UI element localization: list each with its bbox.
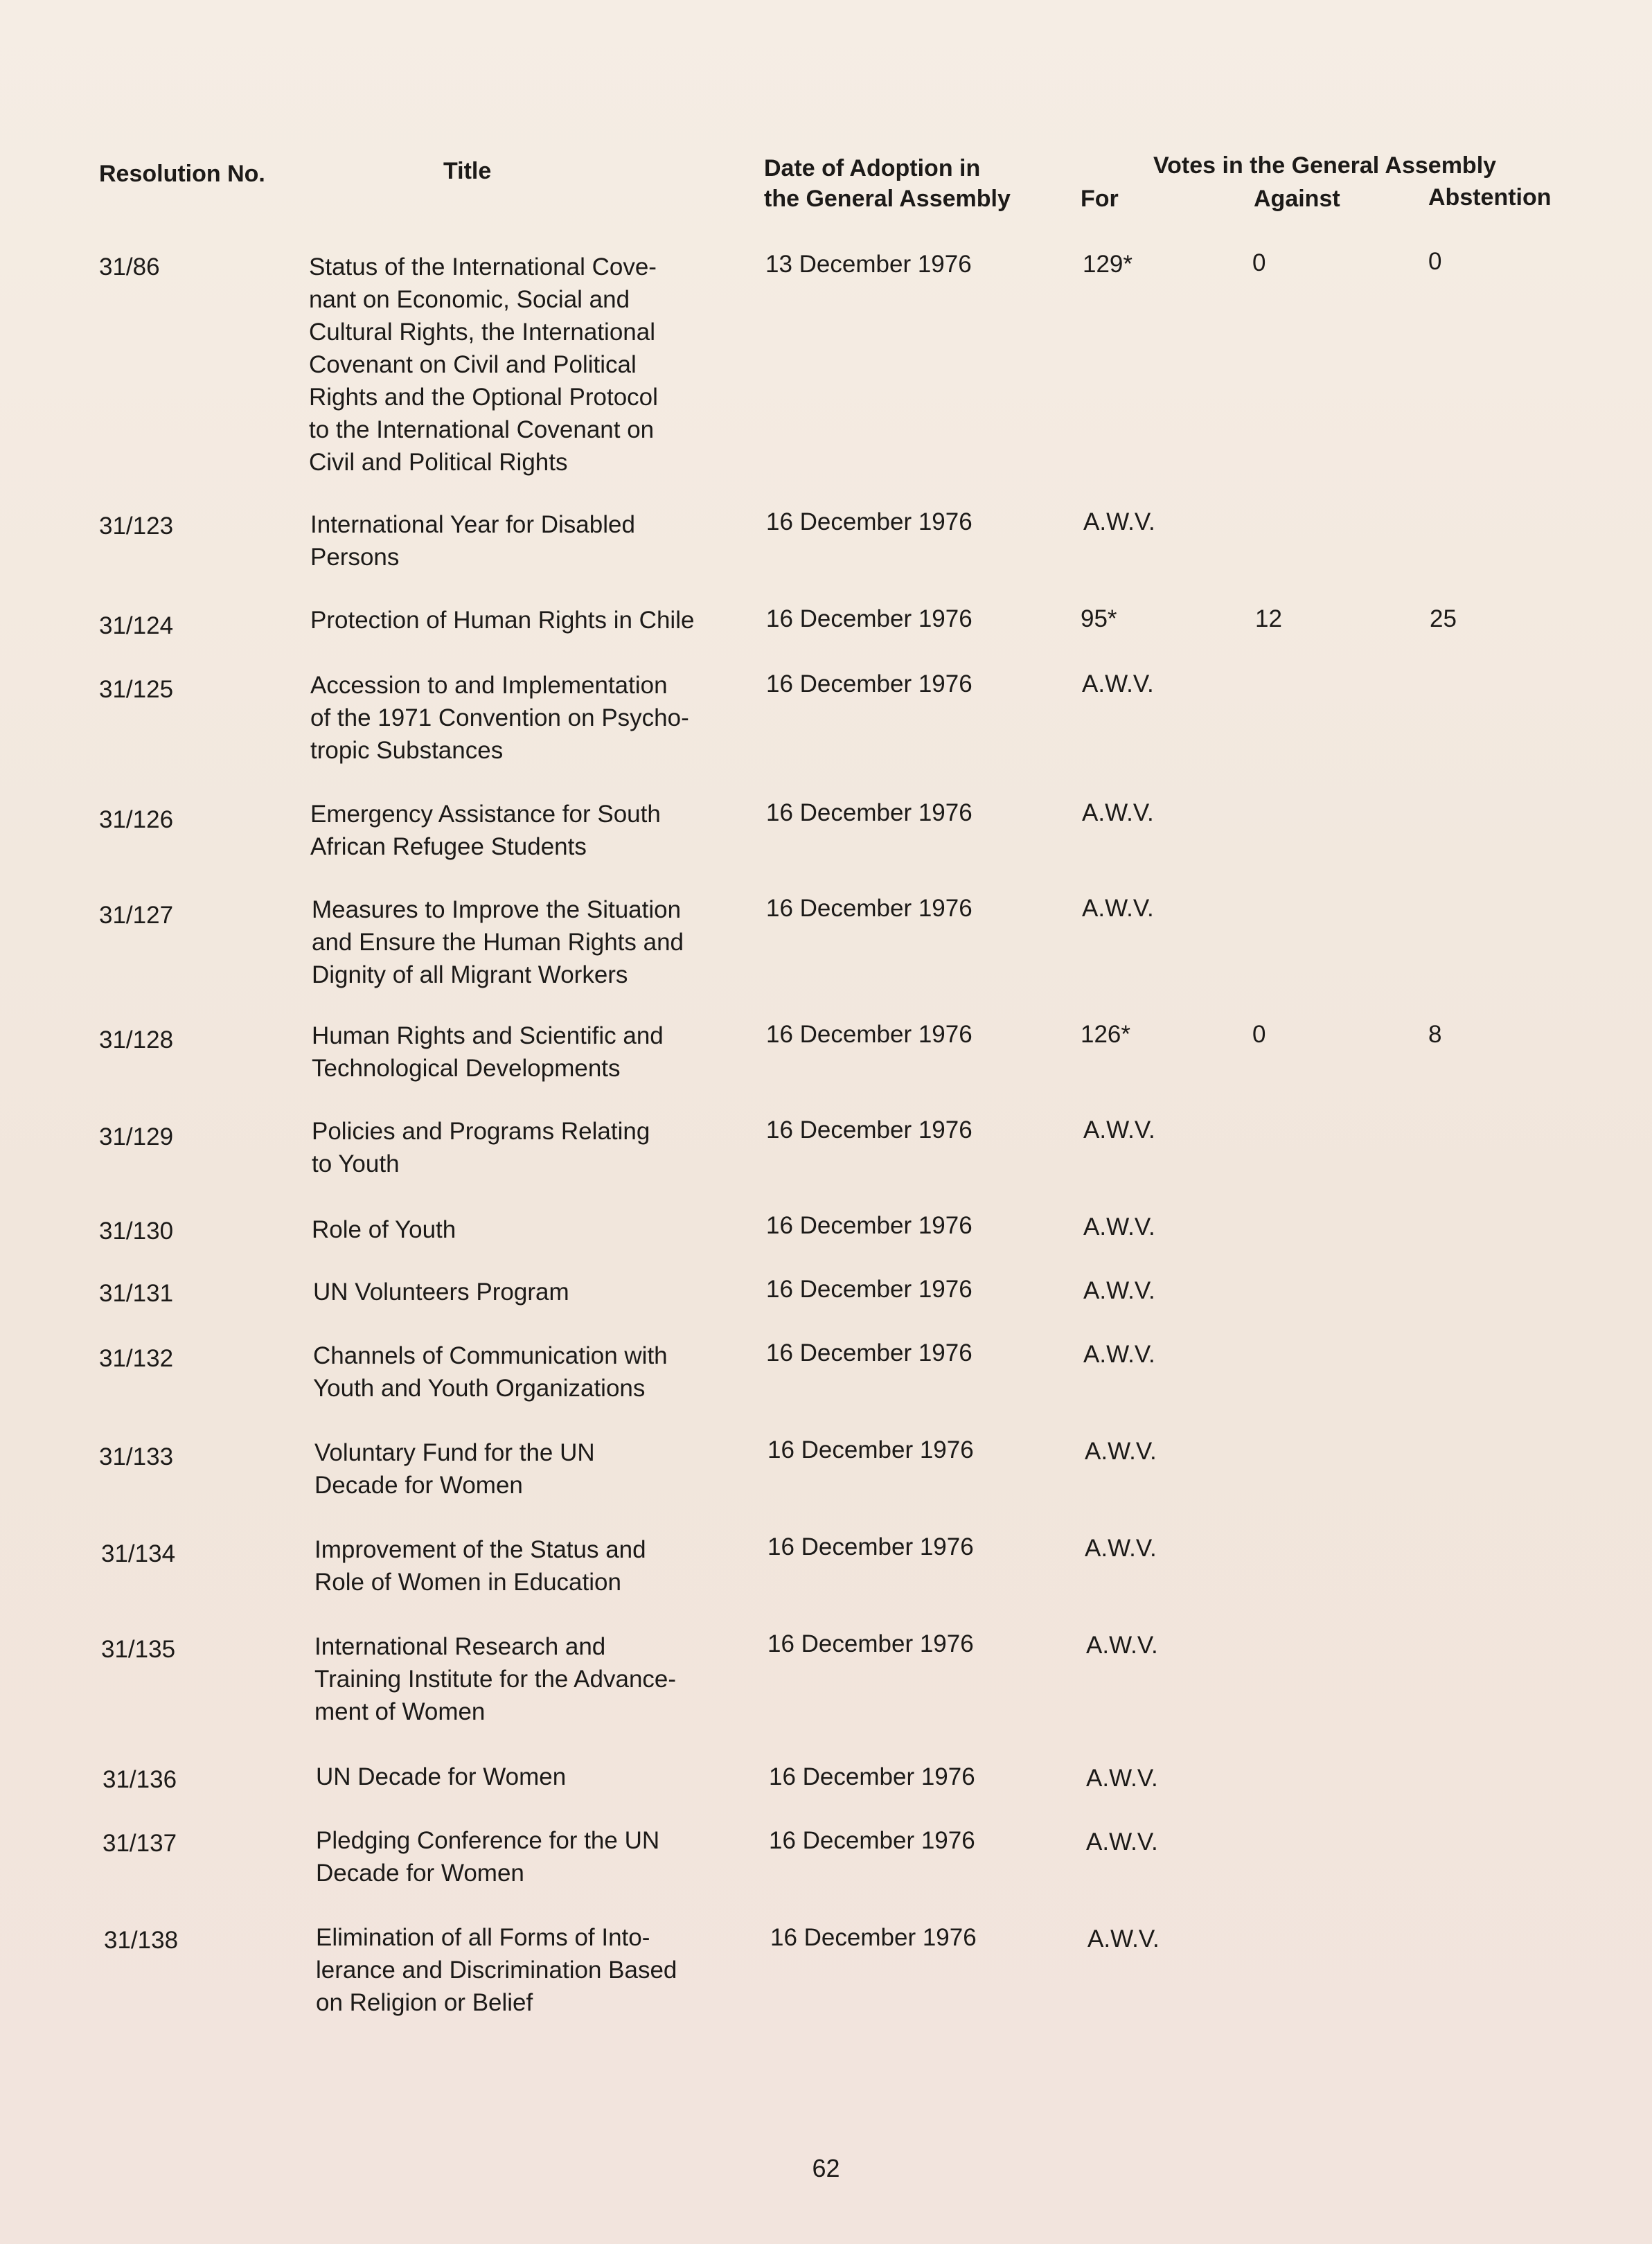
resolution-number: 31/128 bbox=[99, 1026, 174, 1053]
adoption-date: 16 December 1976 bbox=[766, 605, 972, 632]
votes-against: 0 bbox=[1252, 249, 1266, 276]
resolution-title: Measures to Improve the Situation and Ensure the Human Rights and Dignity of all Migrant Workers bbox=[312, 896, 684, 988]
adoption-date: 16 December 1976 bbox=[766, 1116, 972, 1143]
resolution-number: 31/132 bbox=[99, 1345, 174, 1372]
votes-for: A.W.V. bbox=[1086, 1765, 1158, 1792]
resolution-title: International Research and Training Institute for the Advance- ment of Women bbox=[314, 1633, 677, 1725]
header-title: Title bbox=[443, 158, 492, 184]
header-abstention: Abstention bbox=[1428, 184, 1552, 211]
resolution-title: Status of the International Cove- nant on Economic, Social and Cultural Rights, the International Covenant on Civil and Political Rights and the Optional Protocol to the International Covenant on Civil and Political Rights bbox=[309, 253, 658, 476]
votes-for: 129* bbox=[1083, 251, 1133, 278]
adoption-date: 16 December 1976 bbox=[767, 1436, 974, 1463]
adoption-date: 16 December 1976 bbox=[766, 1276, 972, 1303]
header-votes-group: Votes in the General Assembly bbox=[1153, 152, 1497, 179]
resolution-title: Channels of Communication with Youth and Youth Organizations bbox=[313, 1342, 668, 1402]
votes-against: 0 bbox=[1252, 1021, 1266, 1048]
resolution-number: 31/135 bbox=[101, 1636, 176, 1663]
resolution-title: Human Rights and Scientific and Technological Developments bbox=[312, 1022, 664, 1082]
votes-for: A.W.V. bbox=[1086, 1632, 1158, 1659]
resolution-title: Accession to and Implementation of the 1971 Convention on Psycho- tropic Substances bbox=[310, 672, 689, 764]
header-for: For bbox=[1081, 186, 1119, 212]
resolution-title: Pledging Conference for the UN Decade for Women bbox=[316, 1827, 660, 1887]
header-date-line2: the General Assembly bbox=[764, 186, 1011, 212]
header-resolution-no: Resolution No. bbox=[99, 161, 265, 187]
adoption-date: 16 December 1976 bbox=[766, 1212, 972, 1239]
resolution-title: Policies and Programs Relating to Youth bbox=[312, 1118, 650, 1177]
adoption-date: 13 December 1976 bbox=[765, 251, 972, 278]
adoption-date: 16 December 1976 bbox=[766, 670, 972, 697]
resolution-title: Voluntary Fund for the UN Decade for Women bbox=[314, 1439, 595, 1499]
resolution-number: 31/129 bbox=[99, 1123, 174, 1150]
resolution-number: 31/127 bbox=[99, 902, 174, 929]
resolution-title: Protection of Human Rights in Chile bbox=[310, 607, 695, 634]
votes-for: 95* bbox=[1081, 605, 1117, 632]
votes-for: A.W.V. bbox=[1083, 508, 1155, 535]
resolution-number: 31/123 bbox=[99, 513, 174, 540]
adoption-date: 16 December 1976 bbox=[766, 1021, 972, 1048]
votes-for: A.W.V. bbox=[1082, 895, 1154, 922]
votes-for: A.W.V. bbox=[1083, 1277, 1155, 1304]
votes-for: A.W.V. bbox=[1085, 1438, 1157, 1465]
votes-for: A.W.V. bbox=[1083, 1213, 1155, 1240]
adoption-date: 16 December 1976 bbox=[767, 1630, 974, 1657]
resolution-title: Improvement of the Status and Role of Women in Education bbox=[314, 1536, 646, 1596]
adoption-date: 16 December 1976 bbox=[770, 1924, 977, 1951]
resolution-number: 31/137 bbox=[103, 1830, 177, 1857]
resolution-title: Emergency Assistance for South African Refugee Students bbox=[310, 801, 661, 860]
resolution-number: 31/124 bbox=[99, 612, 174, 639]
votes-for: A.W.V. bbox=[1085, 1535, 1157, 1562]
resolution-number: 31/86 bbox=[99, 253, 160, 280]
adoption-date: 16 December 1976 bbox=[767, 1533, 974, 1560]
votes-for: A.W.V. bbox=[1083, 1116, 1155, 1143]
resolution-number: 31/136 bbox=[103, 1766, 177, 1793]
resolution-number: 31/130 bbox=[99, 1218, 174, 1245]
adoption-date: 16 December 1976 bbox=[769, 1827, 975, 1854]
resolution-number: 31/131 bbox=[99, 1280, 174, 1307]
resolution-title: Elimination of all Forms of Into- lerance and Discrimination Based on Religion or Belief bbox=[316, 1924, 677, 2016]
resolution-number: 31/125 bbox=[99, 676, 174, 703]
resolution-title: UN Decade for Women bbox=[316, 1763, 567, 1790]
resolution-title: Role of Youth bbox=[312, 1216, 456, 1243]
votes-abstention: 0 bbox=[1428, 248, 1442, 275]
adoption-date: 16 December 1976 bbox=[766, 895, 972, 922]
resolution-title: UN Volunteers Program bbox=[313, 1279, 569, 1306]
votes-for: A.W.V. bbox=[1082, 670, 1154, 697]
resolution-number: 31/126 bbox=[99, 806, 174, 833]
resolution-number: 31/133 bbox=[99, 1443, 174, 1470]
resolution-number: 31/138 bbox=[104, 1927, 179, 1954]
adoption-date: 16 December 1976 bbox=[766, 508, 972, 535]
adoption-date: 16 December 1976 bbox=[766, 1339, 972, 1366]
votes-for: A.W.V. bbox=[1086, 1828, 1158, 1855]
votes-abstention: 25 bbox=[1430, 605, 1457, 632]
votes-abstention: 8 bbox=[1428, 1021, 1442, 1048]
votes-for: A.W.V. bbox=[1083, 1341, 1155, 1368]
adoption-date: 16 December 1976 bbox=[769, 1763, 975, 1790]
votes-for: 126* bbox=[1081, 1021, 1131, 1048]
bleed-through-decoration bbox=[97, 111, 103, 137]
resolution-title: International Year for Disabled Persons bbox=[310, 511, 635, 571]
header-date-line1: Date of Adoption in bbox=[764, 155, 981, 181]
page-number: 62 bbox=[812, 2154, 840, 2182]
header-against: Against bbox=[1254, 186, 1340, 212]
votes-for: A.W.V. bbox=[1082, 799, 1154, 826]
votes-for: A.W.V. bbox=[1087, 1925, 1160, 1952]
resolution-number: 31/134 bbox=[101, 1540, 176, 1567]
adoption-date: 16 December 1976 bbox=[766, 799, 972, 826]
votes-against: 12 bbox=[1255, 605, 1282, 632]
